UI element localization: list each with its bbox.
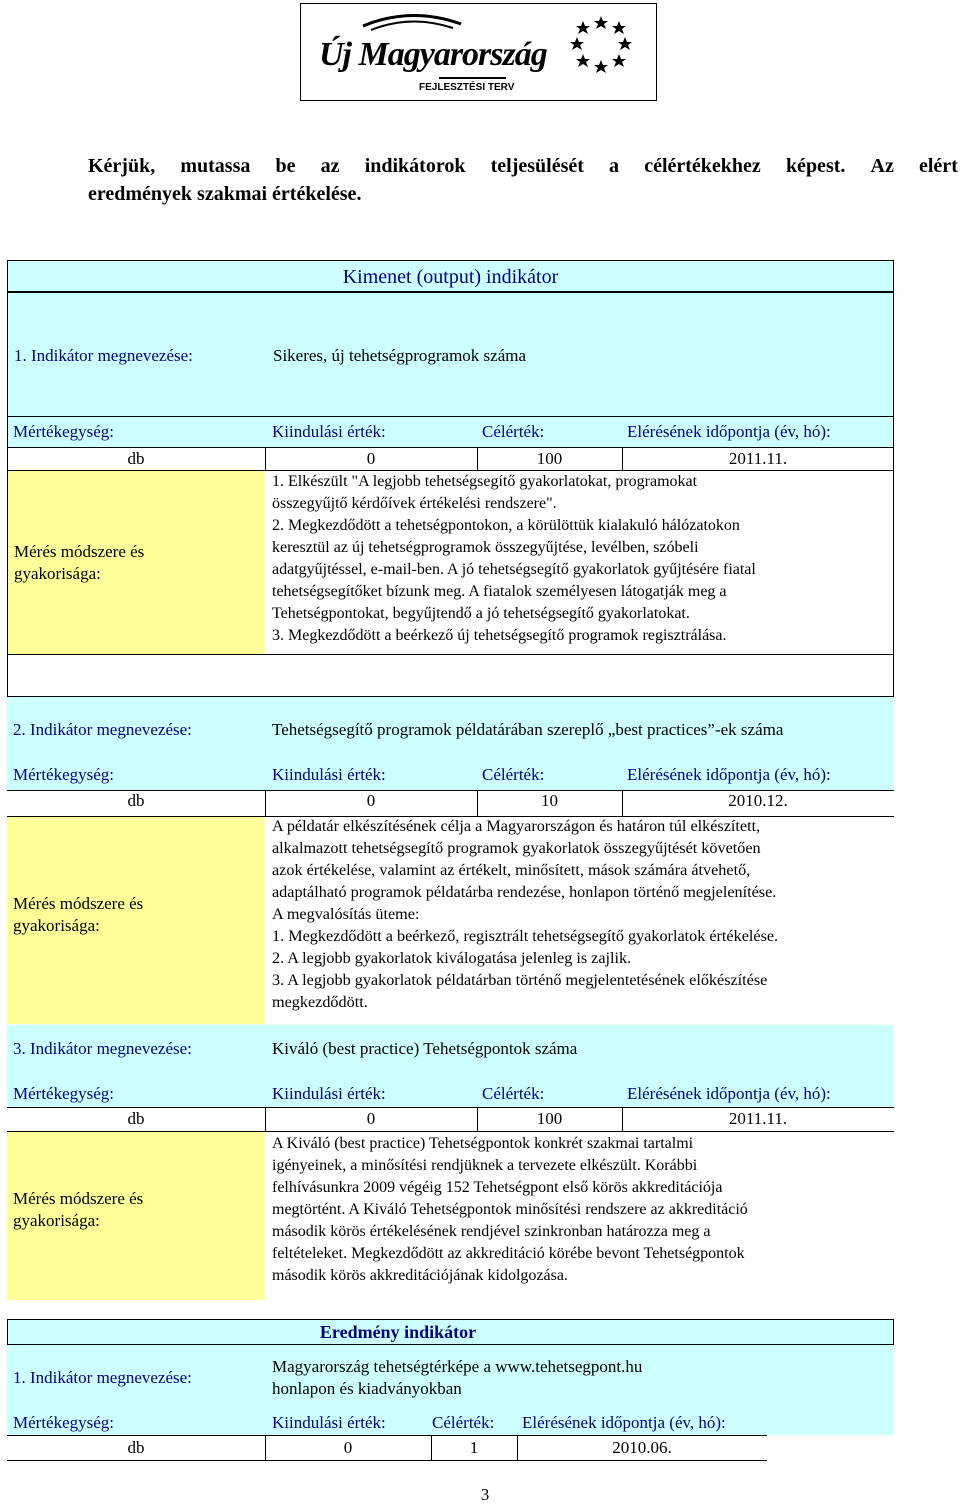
- col-header-base: Kiindulási érték:: [272, 765, 386, 784]
- indicator-2-deadline: 2010.12.: [728, 791, 788, 810]
- indicator-2-method-text: [272, 815, 778, 1013]
- indicator-2-values-row: [7, 790, 894, 816]
- col-header-target: Célérték:: [432, 1413, 495, 1432]
- indicator-1-method-text: [272, 471, 756, 647]
- indicator-3-deadline: 2011.11.: [728, 1109, 788, 1128]
- indicator-1-name-block: [7, 292, 894, 417]
- intro-word: képest.: [785, 155, 846, 177]
- indicator-3-target: 100: [536, 1109, 563, 1128]
- indicator-2-method-line: 1. Megkezdődött a beérkező, regisztrált tehetségsegítő gyakorlatok értékelése.: [272, 927, 779, 945]
- indicator-2-base: 0: [366, 791, 376, 810]
- col-header-unit: Mértékegység:: [13, 765, 115, 784]
- result-indicator-name-1: Magyarország tehetségtérképe a www.tehetsegpont.hu: [272, 1357, 643, 1376]
- col-header-deadline: Elérésének időpontja (év, hó):: [627, 1084, 831, 1103]
- indicator-1-method-line: keresztül az új tehetségprogramok összegyűjtése, levélben, szóbeli: [272, 539, 699, 556]
- col-header-deadline: Elérésének időpontja (év, hó):: [627, 765, 831, 784]
- logo-box: [300, 3, 657, 101]
- indicator-2-method-line: A példatár elkészítésének célja a Magyarországon és határon túl elkészített,: [272, 817, 761, 835]
- indicator-1-method-line: összegyűjtő kérdőívek értékelési rendszere".: [272, 495, 557, 512]
- indicator-3-name: Kiváló (best practice) Tehetségpontok száma: [272, 1039, 578, 1058]
- output-section-header: [7, 260, 894, 292]
- indicator-1-method-line: tehetségsegítőket bízunk meg. A fiatalok személyesen látogatják meg a: [272, 583, 727, 600]
- indicator-1-base: 0: [366, 449, 376, 468]
- indicator-3-values-row: [7, 1108, 894, 1132]
- intro-word: Az: [870, 155, 894, 177]
- indicator-3-method-line: feltételeket. Megkezdődött az akkreditáció körébe bevont Tehetségpontok: [272, 1245, 745, 1262]
- logo-tagline: FEJLESZTÉSI TERV: [419, 82, 515, 93]
- indicator-2-name-label: 2. Indikátor megnevezése:: [13, 720, 192, 739]
- result-indicator-name-label: 1. Indikátor megnevezése:: [13, 1368, 192, 1387]
- indicator-1-method-line: 3. Megkezdődött a beérkező új tehetségsegítő programok regisztrálása.: [272, 627, 727, 644]
- intro-word: az: [320, 155, 340, 177]
- col-header-deadline: Elérésének időpontja (év, hó):: [627, 422, 831, 441]
- col-header-unit: Mértékegység:: [13, 1084, 115, 1103]
- indicator-2-method-line: azok értékelése, valamint az értékelt, minősített, mások számára átvehető,: [272, 861, 751, 879]
- result-section-header: [7, 1319, 894, 1345]
- indicator-2-name: Tehetségsegítő programok példatárában szereplő „best practices”-ek száma: [272, 720, 784, 739]
- col-header-base: Kiindulási érték:: [272, 1413, 386, 1432]
- intro-word: a: [609, 155, 620, 177]
- indicator-1-method-line: Tehetségpontokat, begyűjtendő a jó tehetségsegítő gyakorlatokat.: [272, 605, 690, 622]
- result-unit: db: [127, 1438, 145, 1457]
- indicator-2-method-label-cell: [7, 817, 265, 1024]
- indicator-3-base: 0: [366, 1109, 376, 1128]
- col-header-target: Célérték:: [482, 1084, 545, 1103]
- indicator-2-target: 10: [541, 791, 558, 810]
- col-header-target: Célérték:: [482, 422, 545, 441]
- indicator-1-method-label-2: gyakorisága:: [14, 564, 101, 583]
- col-header-target: Célérték:: [482, 765, 545, 784]
- indicator-3-name-label: 3. Indikátor megnevezése:: [13, 1039, 192, 1058]
- intro-word: Kérjük,: [88, 155, 156, 177]
- indicator-3-method-label-1: Mérés módszere és: [13, 1189, 144, 1208]
- intro-line-1: [88, 152, 958, 180]
- result-base: 0: [343, 1438, 353, 1457]
- logo-brand-text: Új Magyarország: [319, 36, 547, 73]
- indicator-2-method-line: megkezdődött.: [272, 993, 368, 1011]
- intro-word: be: [275, 155, 296, 177]
- indicator-2-method-label-1: Mérés módszere és: [13, 894, 144, 913]
- col-header-deadline: Elérésének időpontja (év, hó):: [522, 1413, 726, 1432]
- indicator-2-method-line: adaptálható programok példatárba rendezése, honlapon történő megjelenítése.: [272, 883, 777, 901]
- indicator-3-method-label-2: gyakorisága:: [13, 1211, 100, 1230]
- intro-word: teljesülését: [490, 155, 584, 177]
- indicator-3-method-line: felhívásunkra 2009 végéig 152 Tehetségpont első körös akkreditációja: [272, 1179, 723, 1196]
- indicator-1-name-label: 1. Indikátor megnevezése:: [14, 346, 193, 365]
- indicator-1-target: 100: [536, 449, 563, 468]
- page-number: 3: [480, 1485, 490, 1504]
- indicator-2-method-line: 3. A legjobb gyakorlatok példatárban történő megjelentetésének előkészítése: [272, 971, 768, 989]
- indicator-1-method-label-cell: [8, 471, 265, 654]
- indicator-3-method-label-cell: [7, 1132, 265, 1300]
- indicator-1-method-line: adatgyűjtéssel, e-mail-ben. A jó tehetségsegítő gyakorlatok gyűjtésére fiatal: [272, 561, 756, 578]
- intro-word: indikátorok: [364, 155, 466, 177]
- intro-word: célértékekhez: [644, 155, 761, 177]
- indicator-1-header-row: [7, 417, 894, 447]
- indicator-2-method-label-2: gyakorisága:: [13, 916, 100, 935]
- intro-text: [88, 152, 958, 208]
- indicator-1-deadline: 2011.11.: [728, 449, 788, 468]
- indicator-1-values-row: [7, 447, 894, 471]
- indicator-3-method-line: megtörtént. A Kiváló Tehetségpontok minősítési rendszere az akkreditáció: [272, 1201, 748, 1218]
- result-target: 1: [469, 1438, 479, 1457]
- col-header-unit: Mértékegység:: [13, 1413, 115, 1432]
- output-section-title: Kimenet (output) indikátor: [342, 266, 559, 288]
- indicator-1-name: Sikeres, új tehetségprogramok száma: [273, 346, 527, 365]
- result-indicator-name-2: honlapon és kiadványokban: [272, 1379, 462, 1398]
- indicator-3-unit: db: [127, 1109, 145, 1128]
- col-header-unit: Mértékegység:: [13, 422, 115, 441]
- indicator-1-method-line: 1. Elkészült "A legjobb tehetségsegítő gyakorlatokat, programokat: [272, 473, 698, 490]
- indicator-3-method-line: A Kiváló (best practice) Tehetségpontok konkrét szakmai tartalmi: [272, 1135, 694, 1152]
- indicator-2-method-line: A megvalósítás üteme:: [272, 905, 420, 923]
- intro-word: mutassa: [180, 155, 251, 177]
- col-header-base: Kiindulási érték:: [272, 422, 386, 441]
- result-section-title: Eredmény indikátor: [319, 1322, 477, 1342]
- col-header-base: Kiindulási érték:: [272, 1084, 386, 1103]
- intro-word: elért: [919, 155, 958, 177]
- indicator-3-method-line: második körös értékelésének rendjével szinkronban határozza meg a: [272, 1223, 711, 1240]
- indicator-1-unit: db: [127, 449, 145, 468]
- indicator-1-method-line: 2. Megkezdődött a tehetségpontokon, a körülöttük kialakuló hálózatokon: [272, 517, 740, 534]
- indicator-3-method-line: második körös akkreditációjának kidolgozása.: [272, 1267, 568, 1284]
- indicator-3-method-line: igényeinek, a minősítési rendjüknek a tervezete elkészült. Korábbi: [272, 1157, 698, 1174]
- indicator-2-unit: db: [127, 791, 145, 810]
- indicator-2-method-line: alkalmazott tehetségsegítő programok gyakorlatok összegyűjtését követően: [272, 839, 761, 857]
- indicator-3-method-text: [272, 1133, 748, 1287]
- indicator-2-method-line: 2. A legjobb gyakorlatok kiválogatása jelenleg is zajlik.: [272, 949, 632, 967]
- indicator-1-method-label-1: Mérés módszere és: [14, 542, 145, 561]
- result-deadline: 2010.06.: [612, 1438, 672, 1457]
- result-values-row: [7, 1436, 767, 1460]
- intro-line-2: eredmények szakmai értékelése.: [88, 183, 362, 205]
